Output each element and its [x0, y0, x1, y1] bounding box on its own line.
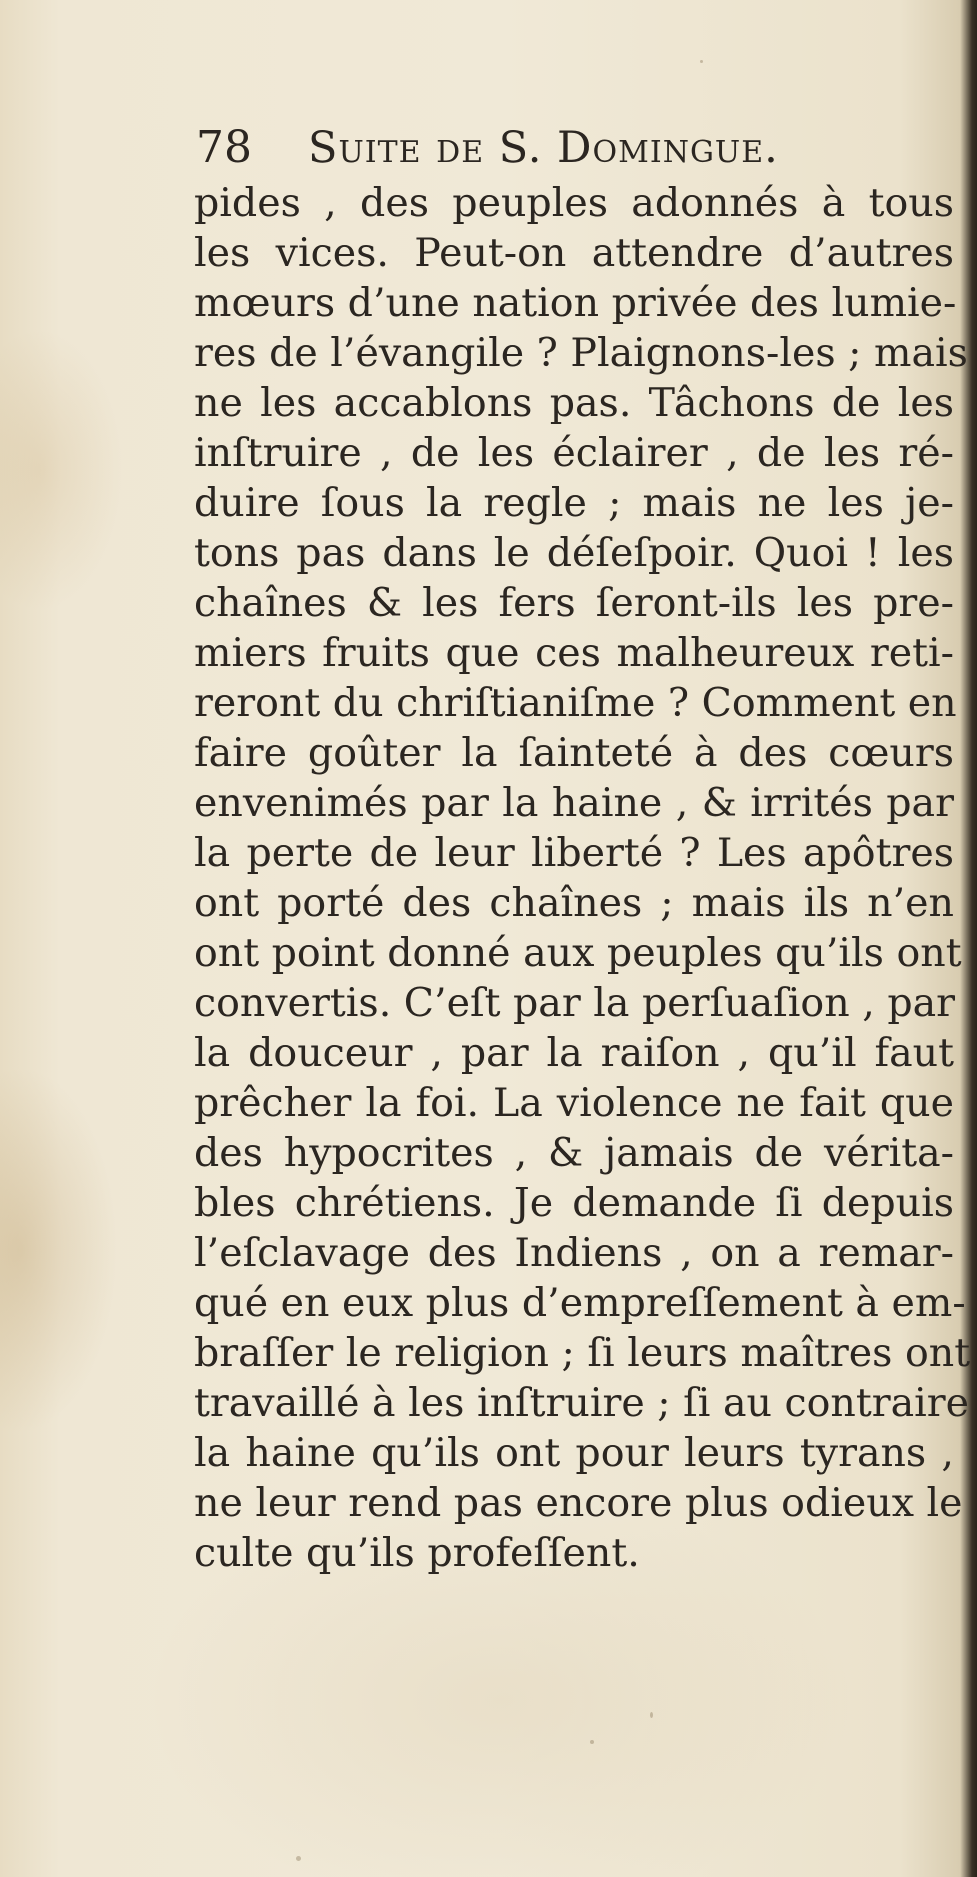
text-line: duire ſous la regle ; mais ne les je- [194, 480, 954, 526]
text-line: culte qu’ils profeſſent. [194, 1530, 640, 1576]
text-line: convertis. C’eſt par la perſuaſion , par [194, 980, 956, 1026]
text-line: ont porté des chaînes ; mais ils n’en [194, 880, 954, 926]
text-line: braſſer le religion ; ſi leurs maîtres ont [194, 1330, 971, 1376]
text-line: chaînes & les fers ſeront-ils les pre- [194, 580, 954, 626]
text-line: bles chrétiens. Je demande ſi depuis [194, 1180, 954, 1226]
text-line: la haine qu’ils ont pour leurs tyrans , [194, 1430, 954, 1476]
paper-speck [296, 1856, 301, 1861]
text-line: ne les accablons pas. Tâchons de les [194, 380, 954, 426]
text-line: faire goûter la ſainteté à des cœurs [194, 730, 954, 776]
body-text [194, 178, 971, 1578]
text-line: envenimés par la haine , & irrités par [194, 780, 954, 826]
text-line: res de l’évangile ? Plaignons-les ; mais [194, 330, 968, 376]
text-line: l’eſclavage des Indiens , on a remar- [194, 1230, 954, 1276]
text-line: la perte de leur liberté ? Les apôtres [194, 830, 954, 876]
text-line: travaillé à les inſtruire ; ſi au contraire [194, 1380, 970, 1426]
text-line: ne leur rend pas encore plus odieux le [194, 1480, 963, 1526]
running-title: Suite de S. Domingue. [308, 123, 779, 173]
paper-speck [650, 1712, 653, 1718]
text-line: la douceur , par la raiſon , qu’il faut [194, 1030, 954, 1076]
text-line: prêcher la foi. La violence ne fait que [194, 1080, 954, 1126]
text-line: inſtruire , de les éclairer , de les ré- [194, 430, 954, 476]
text-line: mœurs d’une nation privée des lumie- [194, 280, 957, 326]
text-line: les vices. Peut-on attendre d’autres [194, 230, 954, 276]
paper-speck [700, 60, 703, 63]
text-line: pides , des peuples adonnés à tous [194, 180, 954, 226]
text-line: reront du chriſtianiſme ? Comment en [194, 680, 957, 726]
text-line: des hypocrites , & jamais de vérita- [194, 1130, 954, 1176]
page-header [196, 118, 956, 178]
text-line: miers fruits que ces malheureux reti- [194, 630, 954, 676]
text-line: qué en eux plus d’empreſſement à em- [194, 1280, 966, 1326]
paper-speck [590, 1740, 594, 1744]
text-line: ont point donné aux peuples qu’ils ont [194, 930, 962, 976]
text-line: tons pas dans le déſeſpoir. Quoi ! les [194, 530, 954, 576]
page-number: 78 [196, 122, 252, 173]
